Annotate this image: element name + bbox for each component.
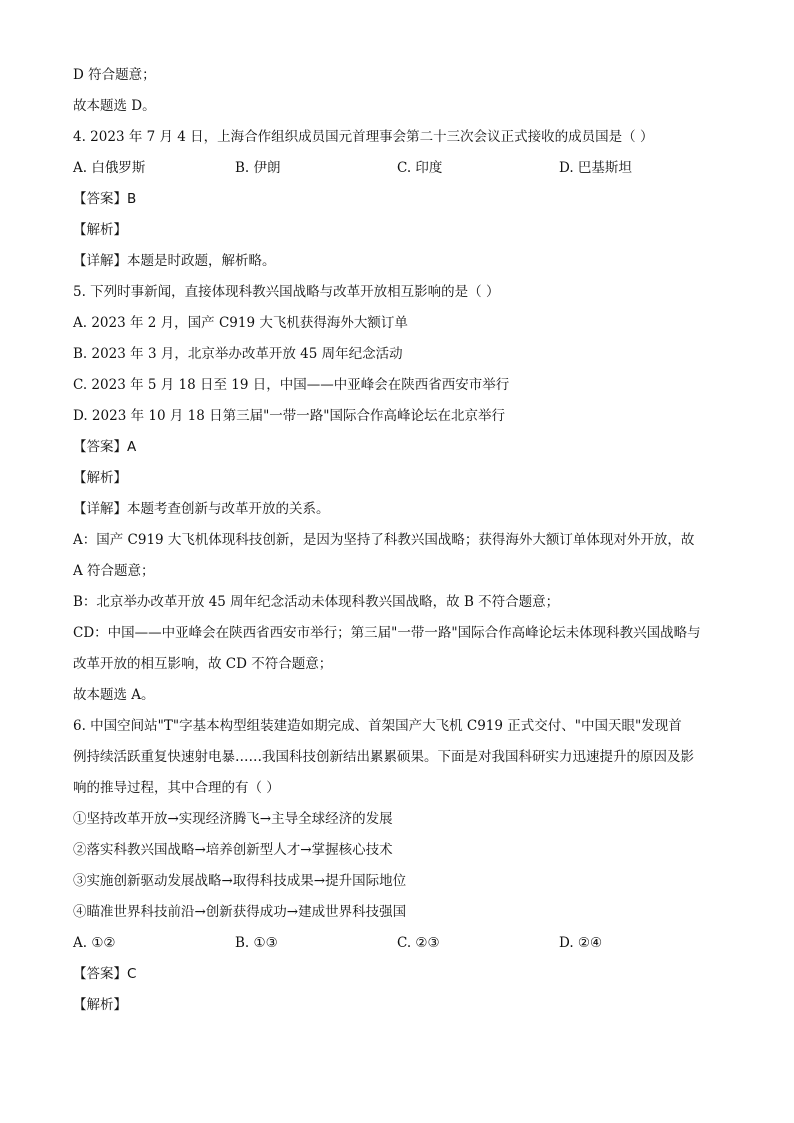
option-c: C. ②③ xyxy=(397,935,440,951)
question-4-options xyxy=(73,153,733,184)
option-a: A. 白俄罗斯 xyxy=(73,160,146,176)
detail-text: 【详解】本题是时政题，解析略。 xyxy=(73,253,276,269)
explanation-line: A：国产 C919 大飞机体现科技创新，是因为坚持了科教兴国战略；获得海外大额订单体现对外开放，故 xyxy=(73,532,695,548)
option-d: D. 巴基斯坦 xyxy=(559,160,632,176)
analysis-label: 【解析】 xyxy=(73,470,127,486)
analysis-label: 【解析】 xyxy=(73,997,127,1013)
document-page xyxy=(73,60,733,1021)
analysis-label: 【解析】 xyxy=(73,222,127,238)
statement-4: ④瞄准世界科技前沿→创新获得成功→建成世界科技强国 xyxy=(73,904,407,920)
option-a: A. ①② xyxy=(73,935,116,951)
option-c: C. 2023 年 5 月 18 日至 19 日，中国——中亚峰会在陕西省西安市举行 xyxy=(73,377,510,393)
detail-text: 【详解】本题考查创新与改革开放的关系。 xyxy=(73,501,330,517)
question-6-stem: 响的推导过程，其中合理的有（ ） xyxy=(73,780,280,796)
option-d: D. 2023 年 10 月 18 日第三届"一带一路"国际合作高峰论坛在北京举行 xyxy=(73,408,506,424)
question-6-stem: 6. 中国空间站"T"字基本构型组装建造如期完成、首架国产大飞机 C919 正式交付、"中国天眼"发现首 xyxy=(73,718,682,734)
explanation-line: B：北京举办改革开放 45 周年纪念活动未体现科教兴国战略，故 B 不符合题意； xyxy=(73,594,560,610)
question-6-options xyxy=(73,928,733,959)
answer-label: 【答案】B xyxy=(73,191,137,207)
question-4-stem: 4. 2023 年 7 月 4 日，上海合作组织成员国元首理事会第二十三次会议正式接收的成员国是（ ） xyxy=(73,129,654,145)
question-6-stem: 例持续活跃重复快速射电暴……我国科技创新结出累累硕果。下面是对我国科研实力迅速提升的原因及影 xyxy=(73,749,694,765)
answer-label: 【答案】C xyxy=(73,966,137,982)
text-line: D 符合题意； xyxy=(73,67,156,83)
explanation-line: A 符合题意； xyxy=(73,563,155,579)
question-5-stem: 5. 下列时事新闻，直接体现科教兴国战略与改革开放相互影响的是（ ） xyxy=(73,284,500,300)
option-a: A. 2023 年 2 月，国产 C919 大飞机获得海外大额订单 xyxy=(73,315,408,331)
text-line: 故本题选 D。 xyxy=(73,98,156,114)
statement-3: ③实施创新驱动发展战略→取得科技成果→提升国际地位 xyxy=(73,873,407,889)
explanation-line: CD：中国——中亚峰会在陕西省西安市举行；第三届"一带一路"国际合作高峰论坛未体现科教兴国战略与 xyxy=(73,625,701,641)
statement-2: ②落实科教兴国战略→培养创新型人才→掌握核心技术 xyxy=(73,842,393,858)
option-b: B. ①③ xyxy=(235,935,278,951)
statement-1: ①坚持改革开放→实现经济腾飞→主导全球经济的发展 xyxy=(73,811,393,827)
explanation-line: 改革开放的相互影响，故 CD 不符合题意； xyxy=(73,656,333,672)
answer-label: 【答案】A xyxy=(73,439,137,455)
option-c: C. 印度 xyxy=(397,160,443,176)
explanation-line: 故本题选 A。 xyxy=(73,687,155,703)
option-d: D. ②④ xyxy=(559,935,603,951)
option-b: B. 伊朗 xyxy=(235,160,281,176)
option-b: B. 2023 年 3 月，北京举办改革开放 45 周年纪念活动 xyxy=(73,346,403,362)
